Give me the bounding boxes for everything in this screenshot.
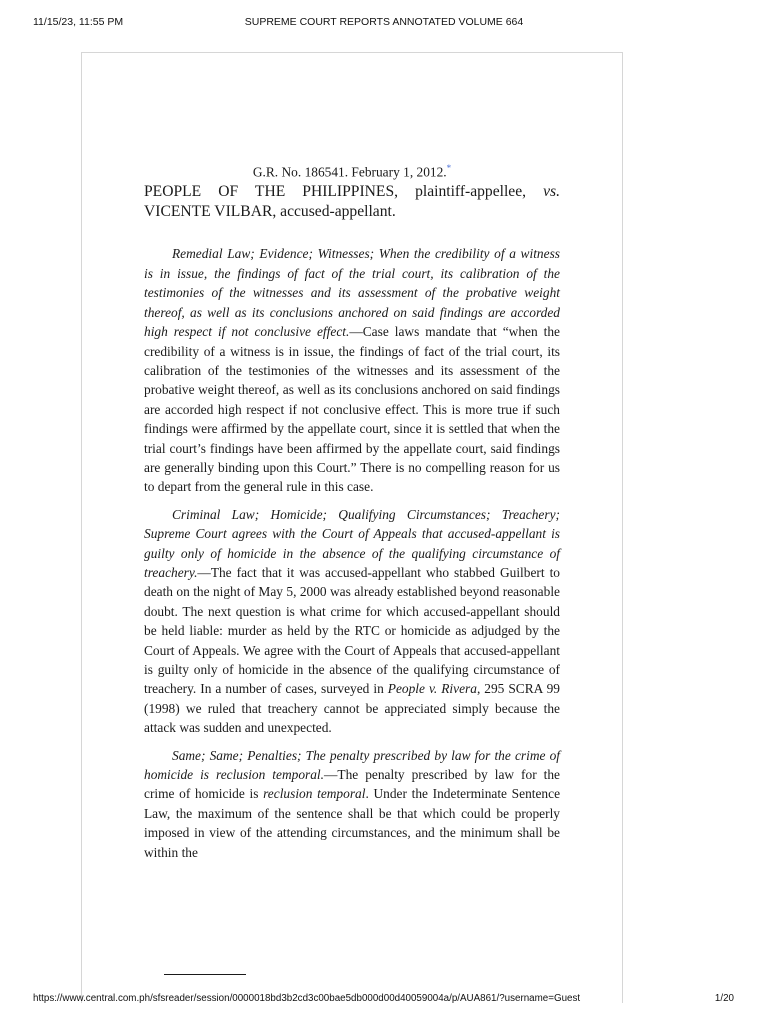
syllabus-heading: Remedial Law; Evidence; Witnesses; When the credibility of a witness is in issue, the findings of fact of the trial court, its calibration of the testimonies of the witnesses and its assessment of the probative weight thereof, as well as its conclusions anchored on said findings are accorded high respect if not conclusive effect. — [144, 246, 560, 340]
syllabus-paragraph — [144, 746, 560, 862]
footnote-divider — [164, 974, 246, 975]
syllabus-heading: Same; Same; Penalties; The penalty prescribed by law for the crime of homicide is reclusion temporal. — [144, 747, 560, 783]
case-number — [144, 159, 560, 181]
accused-role: , accused-appellant. — [272, 203, 396, 221]
syllabus-body: —Case laws mandate that “when the credibility of a witness is in issue, the findings of fact of the trial court, its calibration of the testimonies of the witnesses and its assessment of the probative weight thereof, as well as its conclusions anchored on said findings are accorded high respect if not conclusive effect. This is more true if such findings were affirmed by the appellate court, since it is settled that when the trial court’s findings have been affirmed by the appellate court, said findings are generally binding upon this Court.” There is no compelling reason for us to depart from the general rule in this case. — [144, 324, 561, 495]
syllabus-heading: Criminal Law; Homicide; Qualifying Circumstances; Treachery; Supreme Court agrees with the Court of Appeals that accused-appellant is guilty only of homicide in the absence of the qualifying circumstance of treachery. — [144, 506, 560, 580]
syllabus-body: —The penalty prescribed by law for the crime of homicide is — [144, 767, 560, 802]
page-url: https://www.central.com.ph/sfsreader/session/0000018bd3b2cd3c00bae5db000d00d40059004a/p/AUA861/?username=Guest — [33, 993, 581, 1004]
accused-name: VICENTE VILBAR — [144, 203, 273, 221]
syllabus-body: . Under the Indeterminate Sentence Law, the maximum of the sentence shall be that which could be properly imposed in view of the attending circumstances, and the minimum shall be within the — [144, 786, 561, 860]
syllabus-body: , 295 SCRA 99 (1998) we ruled that treachery cannot be appreciated simply because the attack was sudden and unexpected. — [144, 681, 560, 736]
footnote-marker-link[interactable]: * — [446, 163, 452, 173]
print-footer — [0, 993, 768, 1009]
document-page — [81, 52, 623, 1003]
print-title: SUPREME COURT REPORTS ANNOTATED VOLUME 664 — [244, 16, 524, 28]
document-content — [144, 159, 560, 862]
gr-number-date: G.R. No. 186541. February 1, 2012. — [252, 164, 447, 180]
plaintiff-role: , plaintiff-appellee, — [394, 183, 544, 201]
print-header — [0, 16, 768, 32]
print-datetime: 11/15/23, 11:55 PM — [33, 16, 124, 28]
syllabus-paragraph — [144, 244, 560, 496]
page-counter: 1/20 — [714, 993, 734, 1004]
syllabus-paragraph — [144, 505, 560, 738]
case-parties — [144, 182, 560, 222]
syllabus-body: —The fact that it was accused-appellant who stabbed Guilbert to death on the night of May 5, 2000 was already established beyond reasonable doubt. The next question is what crime for which accused-appellant should be held liable: murder as held by the RTC or homicide as adjudged by the Court of Appeals. We agree with the Court of Appeals that accused-appellant is guilty only of homicide in the absence of the qualifying circumstance of treachery. In a number of cases, surveyed in — [144, 564, 560, 697]
versus-label: vs. — [543, 183, 560, 201]
legal-term: reclusion temporal — [263, 786, 366, 802]
plaintiff-name: PEOPLE OF THE PHILIPPINES — [144, 183, 395, 201]
case-citation: People v. Rivera — [387, 681, 477, 697]
